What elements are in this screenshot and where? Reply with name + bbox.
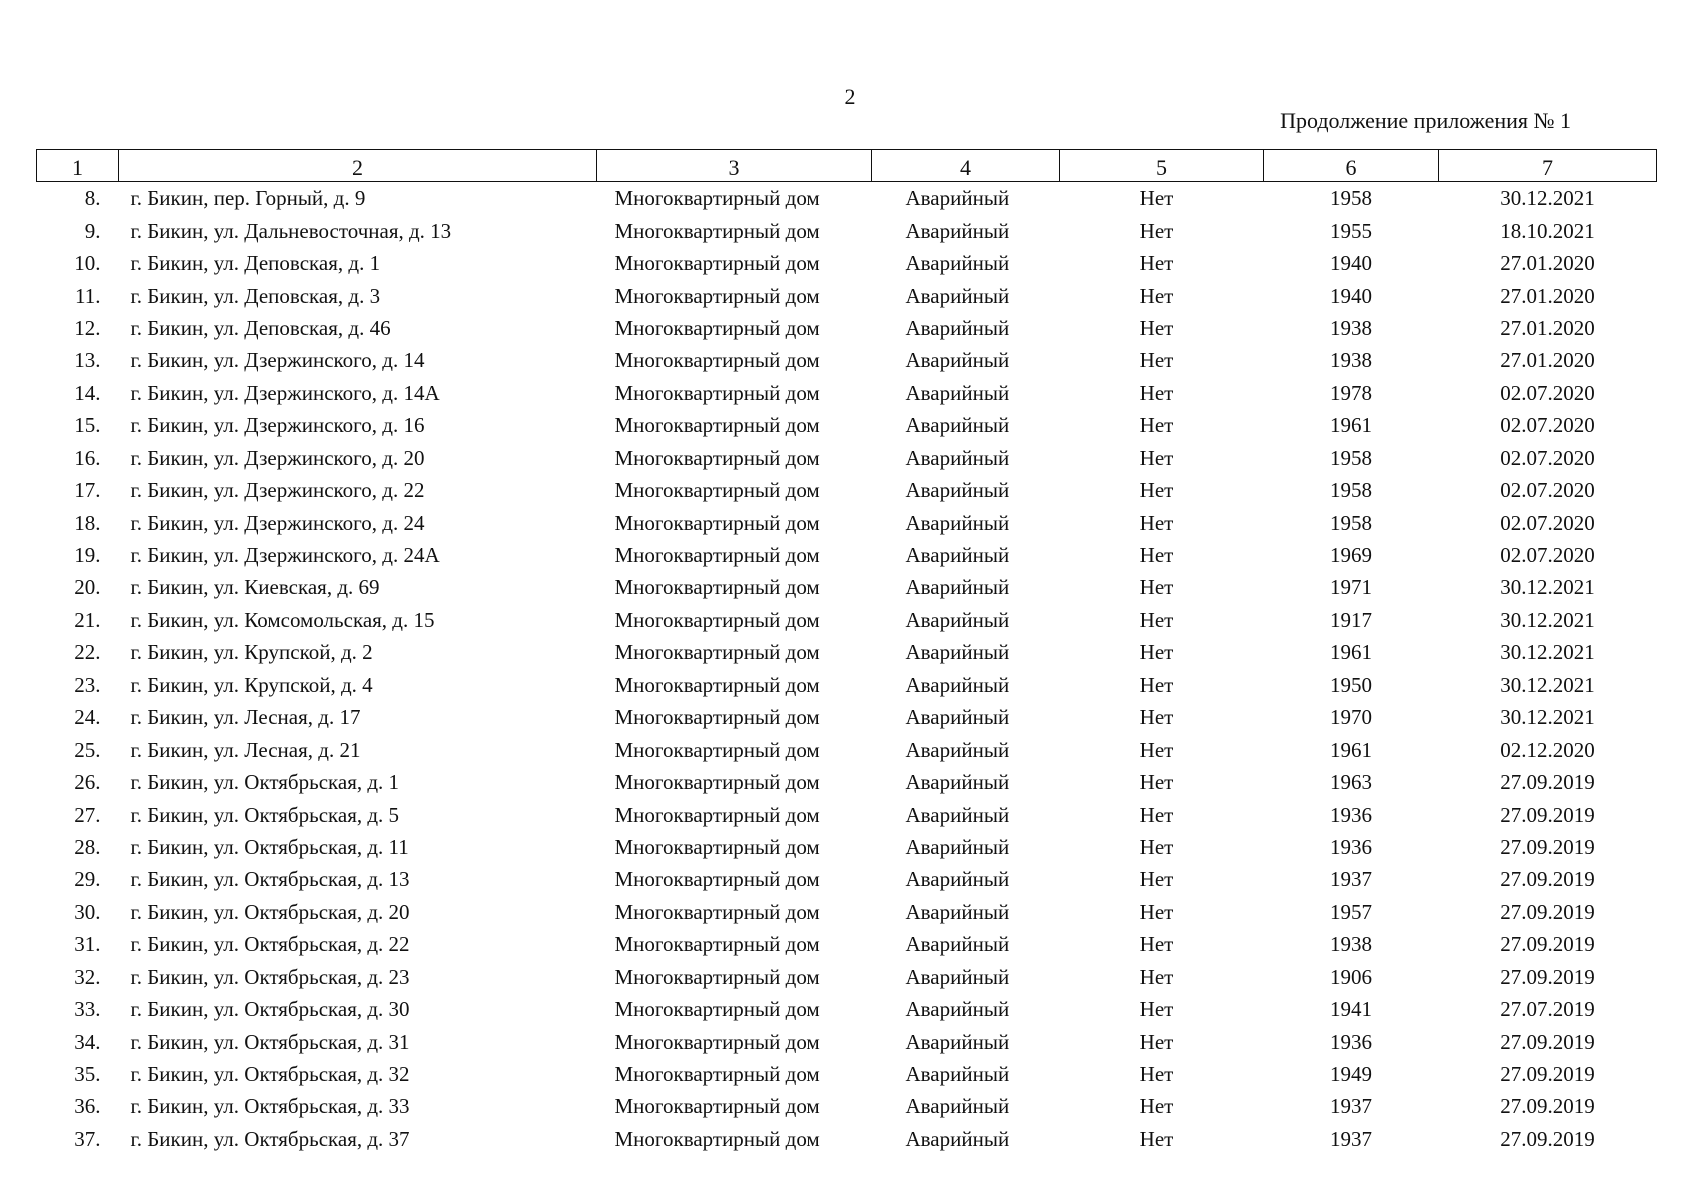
- column-5-cell: Нет: [1139, 997, 1174, 1022]
- date-cell: 27.01.2020: [1500, 283, 1595, 308]
- column-header: 4: [872, 150, 1060, 182]
- condition-cell: Аварийный: [905, 510, 1010, 535]
- table-body: [37, 182, 1657, 1156]
- address-cell: г. Бикин, ул. Дзержинского, д. 14: [130, 348, 425, 373]
- condition-cell: Аварийный: [905, 380, 1010, 405]
- column-5-cell: Нет: [1139, 640, 1174, 665]
- building-type-cell: Многоквартирный дом: [614, 283, 820, 308]
- building-type-cell: Многоквартирный дом: [614, 348, 820, 373]
- condition-cell: Аварийный: [905, 315, 1010, 340]
- table-row: [37, 474, 1657, 506]
- column-5-cell: Нет: [1139, 218, 1174, 243]
- date-cell: 02.07.2020: [1500, 478, 1595, 503]
- date-cell: 02.12.2020: [1500, 737, 1595, 762]
- year-cell: 1958: [1330, 510, 1372, 535]
- date-cell: 30.12.2021: [1500, 705, 1595, 730]
- condition-cell: Аварийный: [905, 1126, 1010, 1151]
- column-5-cell: Нет: [1139, 380, 1174, 405]
- date-cell: 30.12.2021: [1500, 640, 1595, 665]
- column-5-cell: Нет: [1139, 251, 1174, 276]
- column-header: 5: [1060, 150, 1264, 182]
- table-row: [37, 1123, 1657, 1155]
- building-type-cell: Многоквартирный дом: [614, 672, 820, 697]
- table-row: [37, 831, 1657, 863]
- table-row: [37, 1090, 1657, 1122]
- row-number: 20.: [74, 575, 101, 600]
- condition-cell: Аварийный: [905, 964, 1010, 989]
- date-cell: 02.07.2020: [1500, 413, 1595, 438]
- row-number: 11.: [75, 283, 101, 308]
- table-row: [37, 409, 1657, 441]
- building-type-cell: Многоквартирный дом: [614, 575, 820, 600]
- date-cell: 18.10.2021: [1500, 218, 1595, 243]
- date-cell: 27.09.2019: [1500, 899, 1595, 924]
- building-type-cell: Многоквартирный дом: [614, 186, 820, 211]
- column-5-cell: Нет: [1139, 186, 1174, 211]
- table-row: [37, 928, 1657, 960]
- column-5-cell: Нет: [1139, 672, 1174, 697]
- column-5-cell: Нет: [1139, 575, 1174, 600]
- table-row: [37, 344, 1657, 376]
- column-5-cell: Нет: [1139, 348, 1174, 373]
- row-number: 17.: [74, 478, 101, 503]
- date-cell: 02.07.2020: [1500, 380, 1595, 405]
- address-cell: г. Бикин, пер. Горный, д. 9: [130, 186, 366, 211]
- address-cell: г. Бикин, ул. Дзержинского, д. 20: [130, 445, 425, 470]
- address-cell: г. Бикин, ул. Октябрьская, д. 32: [130, 1062, 410, 1087]
- address-cell: г. Бикин, ул. Крупской, д. 2: [130, 640, 373, 665]
- address-cell: г. Бикин, ул. Дзержинского, д. 14А: [130, 380, 440, 405]
- year-cell: 1936: [1330, 834, 1372, 859]
- date-cell: 02.07.2020: [1500, 510, 1595, 535]
- date-cell: 27.09.2019: [1500, 1062, 1595, 1087]
- column-5-cell: Нет: [1139, 1126, 1174, 1151]
- year-cell: 1917: [1330, 607, 1372, 632]
- building-type-cell: Многоквартирный дом: [614, 607, 820, 632]
- address-cell: г. Бикин, ул. Октябрьская, д. 31: [130, 1029, 410, 1054]
- address-cell: г. Бикин, ул. Лесная, д. 17: [130, 705, 361, 730]
- date-cell: 27.09.2019: [1500, 1094, 1595, 1119]
- building-type-cell: Многоквартирный дом: [614, 932, 820, 957]
- date-cell: 27.09.2019: [1500, 770, 1595, 795]
- year-cell: 1936: [1330, 802, 1372, 827]
- column-5-cell: Нет: [1139, 543, 1174, 568]
- building-type-cell: Многоквартирный дом: [614, 964, 820, 989]
- row-number: 12.: [74, 315, 101, 340]
- row-number: 37.: [74, 1126, 101, 1151]
- year-cell: 1938: [1330, 932, 1372, 957]
- row-number: 35.: [74, 1062, 101, 1087]
- date-cell: 30.12.2021: [1500, 575, 1595, 600]
- year-cell: 1936: [1330, 1029, 1372, 1054]
- address-cell: г. Бикин, ул. Киевская, д. 69: [130, 575, 380, 600]
- year-cell: 1937: [1330, 1126, 1372, 1151]
- row-number: 9.: [84, 218, 101, 243]
- row-number: 24.: [74, 705, 101, 730]
- table-row: [37, 766, 1657, 798]
- address-cell: г. Бикин, ул. Крупской, д. 4: [130, 672, 373, 697]
- table-row: [37, 636, 1657, 668]
- row-number: 16.: [74, 445, 101, 470]
- address-cell: г. Бикин, ул. Октябрьская, д. 20: [130, 899, 410, 924]
- row-number: 31.: [74, 932, 101, 957]
- building-type-cell: Многоквартирный дом: [614, 380, 820, 405]
- year-cell: 1950: [1330, 672, 1372, 697]
- column-header: 6: [1264, 150, 1439, 182]
- row-number: 28.: [74, 834, 101, 859]
- year-cell: 1961: [1330, 640, 1372, 665]
- year-cell: 1969: [1330, 543, 1372, 568]
- building-type-cell: Многоквартирный дом: [614, 315, 820, 340]
- row-number: 25.: [74, 737, 101, 762]
- address-cell: г. Бикин, ул. Комсомольская, д. 15: [130, 607, 435, 632]
- address-cell: г. Бикин, ул. Дзержинского, д. 16: [130, 413, 425, 438]
- column-header: 7: [1439, 150, 1657, 182]
- table-row: [37, 1025, 1657, 1057]
- column-5-cell: Нет: [1139, 834, 1174, 859]
- year-cell: 1957: [1330, 899, 1372, 924]
- address-cell: г. Бикин, ул. Октябрьская, д. 11: [130, 834, 409, 859]
- table-header-row: [37, 150, 1657, 182]
- page-number: 2: [844, 84, 856, 109]
- year-cell: 1941: [1330, 997, 1372, 1022]
- condition-cell: Аварийный: [905, 899, 1010, 924]
- condition-cell: Аварийный: [905, 672, 1010, 697]
- column-header: 2: [119, 150, 597, 182]
- building-type-cell: Многоквартирный дом: [614, 543, 820, 568]
- condition-cell: Аварийный: [905, 770, 1010, 795]
- year-cell: 1961: [1330, 737, 1372, 762]
- date-cell: 27.01.2020: [1500, 348, 1595, 373]
- building-type-cell: Многоквартирный дом: [614, 1029, 820, 1054]
- row-number: 10.: [74, 251, 101, 276]
- building-type-cell: Многоквартирный дом: [614, 445, 820, 470]
- condition-cell: Аварийный: [905, 705, 1010, 730]
- date-cell: 30.12.2021: [1500, 672, 1595, 697]
- table-row: [37, 214, 1657, 246]
- column-5-cell: Нет: [1139, 737, 1174, 762]
- condition-cell: Аварийный: [905, 932, 1010, 957]
- table-row: [37, 571, 1657, 603]
- column-5-cell: Нет: [1139, 478, 1174, 503]
- address-cell: г. Бикин, ул. Дзержинского, д. 24А: [130, 543, 440, 568]
- condition-cell: Аварийный: [905, 218, 1010, 243]
- row-number: 34.: [74, 1029, 101, 1054]
- column-5-cell: Нет: [1139, 607, 1174, 632]
- table-row: [37, 279, 1657, 311]
- row-number: 23.: [74, 672, 101, 697]
- address-cell: г. Бикин, ул. Октябрьская, д. 5: [130, 802, 400, 827]
- date-cell: 27.09.2019: [1500, 802, 1595, 827]
- address-cell: г. Бикин, ул. Октябрьская, д. 37: [130, 1126, 410, 1151]
- table-row: [37, 961, 1657, 993]
- condition-cell: Аварийный: [905, 1029, 1010, 1054]
- year-cell: 1971: [1330, 575, 1372, 600]
- building-type-cell: Многоквартирный дом: [614, 1062, 820, 1087]
- condition-cell: Аварийный: [905, 737, 1010, 762]
- year-cell: 1940: [1330, 251, 1372, 276]
- year-cell: 1958: [1330, 445, 1372, 470]
- row-number: 14.: [74, 380, 101, 405]
- row-number: 33.: [74, 997, 101, 1022]
- condition-cell: Аварийный: [905, 251, 1010, 276]
- condition-cell: Аварийный: [905, 997, 1010, 1022]
- date-cell: 27.07.2019: [1500, 997, 1595, 1022]
- address-cell: г. Бикин, ул. Деповская, д. 46: [130, 315, 391, 340]
- column-header: 3: [597, 150, 872, 182]
- year-cell: 1937: [1330, 867, 1372, 892]
- table-row: [37, 733, 1657, 765]
- row-number: 15.: [74, 413, 101, 438]
- address-cell: г. Бикин, ул. Дзержинского, д. 24: [130, 510, 425, 535]
- row-number: 36.: [74, 1094, 101, 1119]
- year-cell: 1963: [1330, 770, 1372, 795]
- year-cell: 1958: [1330, 186, 1372, 211]
- table-row: [37, 669, 1657, 701]
- column-5-cell: Нет: [1139, 315, 1174, 340]
- condition-cell: Аварийный: [905, 478, 1010, 503]
- column-5-cell: Нет: [1139, 899, 1174, 924]
- condition-cell: Аварийный: [905, 640, 1010, 665]
- address-cell: г. Бикин, ул. Дальневосточная, д. 13: [130, 218, 452, 243]
- condition-cell: Аварийный: [905, 802, 1010, 827]
- year-cell: 1906: [1330, 964, 1372, 989]
- column-5-cell: Нет: [1139, 770, 1174, 795]
- building-type-cell: Многоквартирный дом: [614, 413, 820, 438]
- row-number: 29.: [74, 867, 101, 892]
- table-row: [37, 182, 1657, 215]
- condition-cell: Аварийный: [905, 413, 1010, 438]
- condition-cell: Аварийный: [905, 445, 1010, 470]
- table-row: [37, 701, 1657, 733]
- date-cell: 27.09.2019: [1500, 834, 1595, 859]
- year-cell: 1978: [1330, 380, 1372, 405]
- column-5-cell: Нет: [1139, 510, 1174, 535]
- address-cell: г. Бикин, ул. Октябрьская, д. 22: [130, 932, 410, 957]
- column-5-cell: Нет: [1139, 1094, 1174, 1119]
- condition-cell: Аварийный: [905, 867, 1010, 892]
- building-type-cell: Многоквартирный дом: [614, 510, 820, 535]
- building-type-cell: Многоквартирный дом: [614, 478, 820, 503]
- condition-cell: Аварийный: [905, 186, 1010, 211]
- building-type-cell: Многоквартирный дом: [614, 997, 820, 1022]
- table-row: [37, 247, 1657, 279]
- table-row: [37, 896, 1657, 928]
- column-5-cell: Нет: [1139, 802, 1174, 827]
- building-type-cell: Многоквартирный дом: [614, 737, 820, 762]
- building-type-cell: Многоквартирный дом: [614, 770, 820, 795]
- building-type-cell: Многоквартирный дом: [614, 705, 820, 730]
- column-5-cell: Нет: [1139, 413, 1174, 438]
- year-cell: 1937: [1330, 1094, 1372, 1119]
- address-cell: г. Бикин, ул. Деповская, д. 1: [130, 251, 381, 276]
- table-row: [37, 377, 1657, 409]
- table-row: [37, 863, 1657, 895]
- condition-cell: Аварийный: [905, 1062, 1010, 1087]
- row-number: 19.: [74, 543, 101, 568]
- row-number: 18.: [74, 510, 101, 535]
- building-type-cell: Многоквартирный дом: [614, 640, 820, 665]
- continuation-label: Продолжение приложения № 1: [1280, 108, 1571, 133]
- row-number: 26.: [74, 770, 101, 795]
- date-cell: 30.12.2021: [1500, 186, 1595, 211]
- table-row: [37, 539, 1657, 571]
- table-row: [37, 312, 1657, 344]
- building-type-cell: Многоквартирный дом: [614, 802, 820, 827]
- address-cell: г. Бикин, ул. Дзержинского, д. 22: [130, 478, 425, 503]
- date-cell: 27.09.2019: [1500, 867, 1595, 892]
- address-cell: г. Бикин, ул. Деповская, д. 3: [130, 283, 381, 308]
- row-number: 13.: [74, 348, 101, 373]
- buildings-table: [36, 149, 1657, 1155]
- column-5-cell: Нет: [1139, 964, 1174, 989]
- date-cell: 02.07.2020: [1500, 445, 1595, 470]
- row-number: 21.: [74, 607, 101, 632]
- table-row: [37, 604, 1657, 636]
- year-cell: 1970: [1330, 705, 1372, 730]
- condition-cell: Аварийный: [905, 283, 1010, 308]
- year-cell: 1961: [1330, 413, 1372, 438]
- date-cell: 27.01.2020: [1500, 315, 1595, 340]
- date-cell: 27.09.2019: [1500, 932, 1595, 957]
- column-5-cell: Нет: [1139, 705, 1174, 730]
- building-type-cell: Многоквартирный дом: [614, 218, 820, 243]
- column-5-cell: Нет: [1139, 932, 1174, 957]
- table-row: [37, 993, 1657, 1025]
- address-cell: г. Бикин, ул. Октябрьская, д. 33: [130, 1094, 410, 1119]
- table-row: [37, 506, 1657, 538]
- column-5-cell: Нет: [1139, 445, 1174, 470]
- address-cell: г. Бикин, ул. Октябрьская, д. 23: [130, 964, 410, 989]
- row-number: 30.: [74, 899, 101, 924]
- date-cell: 27.09.2019: [1500, 1126, 1595, 1151]
- date-cell: 27.09.2019: [1500, 1029, 1595, 1054]
- address-cell: г. Бикин, ул. Октябрьская, д. 13: [130, 867, 410, 892]
- year-cell: 1938: [1330, 315, 1372, 340]
- address-cell: г. Бикин, ул. Октябрьская, д. 1: [130, 770, 400, 795]
- row-number: 27.: [74, 802, 101, 827]
- table-row: [37, 798, 1657, 830]
- year-cell: 1938: [1330, 348, 1372, 373]
- row-number: 8.: [84, 186, 101, 211]
- address-cell: г. Бикин, ул. Октябрьская, д. 30: [130, 997, 410, 1022]
- row-number: 22.: [74, 640, 101, 665]
- condition-cell: Аварийный: [905, 543, 1010, 568]
- table-row: [37, 442, 1657, 474]
- column-header: 1: [37, 150, 119, 182]
- column-5-cell: Нет: [1139, 1062, 1174, 1087]
- date-cell: 27.09.2019: [1500, 964, 1595, 989]
- condition-cell: Аварийный: [905, 348, 1010, 373]
- condition-cell: Аварийный: [905, 575, 1010, 600]
- date-cell: 30.12.2021: [1500, 607, 1595, 632]
- building-type-cell: Многоквартирный дом: [614, 1126, 820, 1151]
- building-type-cell: Многоквартирный дом: [614, 251, 820, 276]
- condition-cell: Аварийный: [905, 834, 1010, 859]
- year-cell: 1949: [1330, 1062, 1372, 1087]
- column-5-cell: Нет: [1139, 867, 1174, 892]
- building-type-cell: Многоквартирный дом: [614, 834, 820, 859]
- condition-cell: Аварийный: [905, 1094, 1010, 1119]
- column-5-cell: Нет: [1139, 1029, 1174, 1054]
- date-cell: 02.07.2020: [1500, 543, 1595, 568]
- building-type-cell: Многоквартирный дом: [614, 867, 820, 892]
- year-cell: 1940: [1330, 283, 1372, 308]
- building-type-cell: Многоквартирный дом: [614, 1094, 820, 1119]
- date-cell: 27.01.2020: [1500, 251, 1595, 276]
- year-cell: 1955: [1330, 218, 1372, 243]
- condition-cell: Аварийный: [905, 607, 1010, 632]
- year-cell: 1958: [1330, 478, 1372, 503]
- address-cell: г. Бикин, ул. Лесная, д. 21: [130, 737, 361, 762]
- column-5-cell: Нет: [1139, 283, 1174, 308]
- table-row: [37, 1058, 1657, 1090]
- row-number: 32.: [74, 964, 101, 989]
- building-type-cell: Многоквартирный дом: [614, 899, 820, 924]
